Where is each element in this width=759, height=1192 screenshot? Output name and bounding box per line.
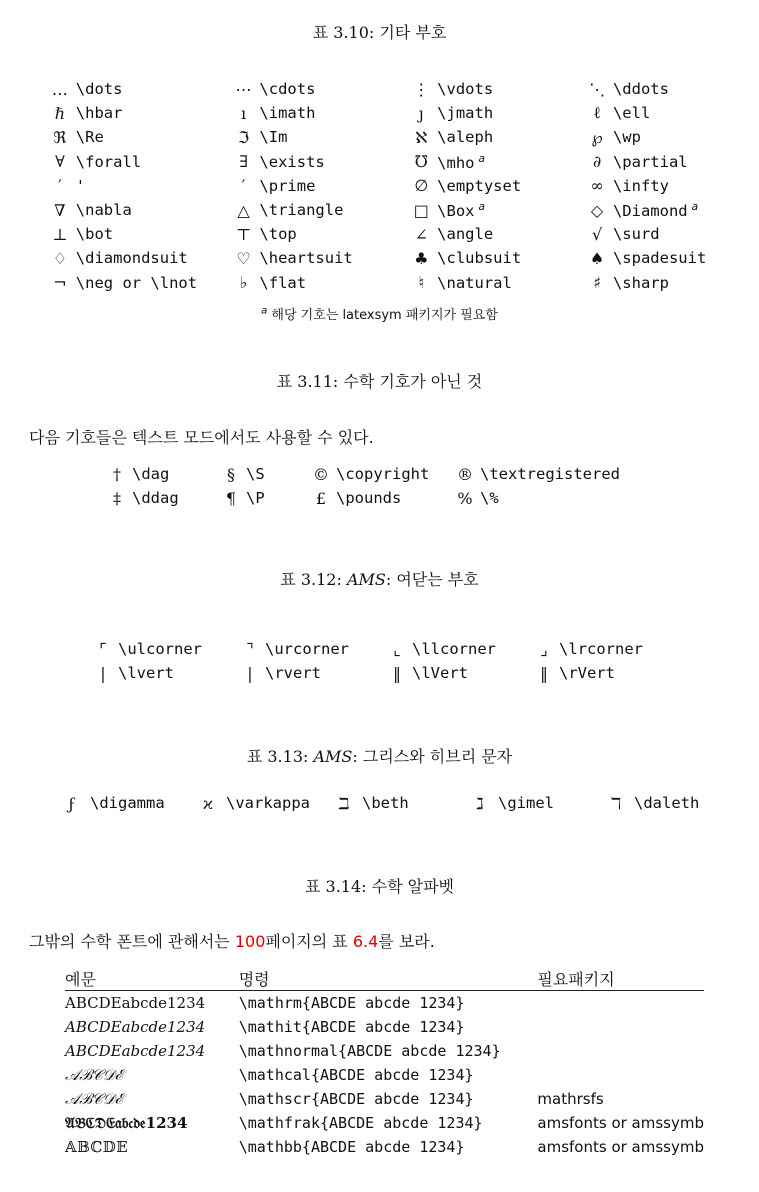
caption-title: : 여닫는 부호 [385,570,479,589]
command-text: \digamma [90,794,165,813]
symbol-command [437,222,581,246]
command-text: \lvert [118,664,174,683]
symbol-command [118,661,235,685]
symbol-row [44,77,759,101]
command-text: \heartsuit [259,249,353,268]
command-text: \dag [132,465,170,484]
command-text: \hbar [75,104,123,123]
symbol-command [76,271,228,295]
example-cell: ABCDEabcde1234 [65,1042,206,1060]
command-text: \wp [612,128,641,147]
symbol-glyph: … [51,79,68,99]
header-package: 필요패키지 [537,966,704,991]
command-cell: \mathrm{ABCDE abcde 1234} [238,994,465,1012]
symbol-command [265,637,382,661]
symbol-row [44,101,759,125]
command-text: \lVert [412,664,468,683]
command-cell: \mathfrak{ABCDE abcde 1234} [238,1114,483,1132]
command-text: \pounds [336,489,402,508]
package-cell [537,1015,704,1039]
text-mode-note: 다음 기호들은 텍스트 모드에서도 사용할 수 있다. [29,428,374,447]
package-cell: mathrsfs [537,1090,604,1108]
symbol-glyph: ∂ [592,152,602,172]
table-3-10-caption: 표 3.10: 기타 부호 [312,23,447,42]
command-text: \clubsuit [437,249,522,268]
command-text: \ddag [132,489,179,508]
package-cell [537,1063,704,1087]
command-text: \P [246,489,265,508]
command-text: \natural [437,273,512,292]
symbol-glyph: ∞ [590,176,604,196]
symbol-glyph: ∠ [414,224,428,244]
symbol-command [76,77,228,101]
symbol-command [118,637,235,661]
symbol-glyph: ♮ [418,273,425,293]
symbol-command [437,150,581,174]
command-text: \bot [75,225,114,244]
command-text: \vdots [437,80,494,99]
footnote-mark: a [261,305,268,317]
symbol-row [44,271,759,295]
package-cell: amsfonts or amssymb [537,1114,704,1132]
symbol-command [437,77,581,101]
command-text: \textregistered [480,465,620,484]
symbol-glyph: ⌟ [540,639,548,659]
command-text: \copyright [336,465,430,484]
command-cell: \mathit{ABCDE abcde 1234} [238,1018,465,1036]
symbol-command [265,661,382,685]
symbol-command [246,486,306,510]
command-text: \lrcorner [559,640,643,659]
symbol-command [259,198,405,222]
table-3-11-caption: 표 3.11: 수학 기호가 아닌 것 [276,372,483,391]
footnote-ref: a [478,200,486,214]
symbol-glyph: ∅ [414,176,429,196]
command-text: \surd [612,225,660,244]
command-cell: \mathscr{ABCDE abcde 1234} [238,1090,474,1108]
symbol-glyph: ℷ [476,793,484,813]
command-text: \partial [612,152,688,171]
symbol-command [259,125,405,149]
table-row [65,1087,704,1111]
symbol-glyph: ‡ [113,488,121,508]
symbol-glyph: ¶ [225,488,237,508]
table-3-13-caption [0,744,759,767]
symbol-glyph: ♡ [236,248,251,268]
symbol-command [132,486,216,510]
caption-number: 표 3.12: [280,570,342,589]
symbol-glyph: ℓ [593,103,601,123]
symbol-glyph: ȷ [418,103,424,123]
symbol-glyph: ′ [241,176,246,196]
symbol-command [362,791,462,815]
symbol-command [132,462,216,486]
symbol-glyph: † [113,464,121,484]
symbol-command [76,174,228,198]
command-text: \ell [612,104,651,123]
table-row [65,1135,704,1159]
symbol-command [76,222,228,246]
symbol-glyph: | [100,663,106,683]
delimiters-table [88,637,676,685]
symbol-glyph: % [457,488,473,508]
symbol-glyph: ϝ [68,793,76,813]
symbol-glyph: ∃ [239,152,248,172]
symbol-row [102,462,650,486]
symbol-command [613,101,759,125]
command-text: \jmath [437,104,494,123]
command-text: \spadesuit [612,249,707,268]
greek-hebrew-table [54,791,734,815]
symbol-command [613,150,759,174]
symbol-command [613,246,759,270]
command-cell: \mathbb{ABCDE abcde 1234} [238,1138,465,1156]
symbol-glyph: ⌞ [393,639,401,659]
symbol-command [613,222,759,246]
symbol-command [259,150,405,174]
symbol-row [102,486,650,510]
command-text: \neg or \lnot [75,273,198,292]
command-text: \Box [437,202,475,221]
command-text: \Im [259,128,288,147]
symbol-glyph: √ [591,224,603,244]
ams-logo: AMS [346,570,386,589]
symbol-glyph: ⋱ [589,79,606,99]
command-text: \daleth [634,794,700,813]
symbol-glyph: ⊤ [236,224,252,244]
note-text: 그밖의 수학 폰트에 관해서는 [29,932,235,951]
symbol-command [336,462,450,486]
symbol-command [634,791,734,815]
symbol-command [437,198,581,222]
page-link[interactable]: 100 [234,932,266,951]
example-cell: 𝒜ℬ𝒞𝒟ℰ [65,1066,124,1084]
symbol-glyph: ♣ [414,248,429,268]
command-text: \ulcorner [118,640,202,659]
symbol-row [44,150,759,174]
symbol-command [76,125,228,149]
table-row [65,1111,704,1135]
symbol-glyph: ® [457,464,473,484]
symbol-glyph: ℏ [54,103,66,123]
symbol-glyph: ⌜ [99,639,107,659]
symbol-row [44,222,759,246]
command-cell: \mathcal{ABCDE abcde 1234} [238,1066,474,1084]
symbol-command [412,661,529,685]
symbol-command [259,246,405,270]
symbol-glyph: ı [240,103,247,123]
table-row [65,1063,704,1087]
note-text: 페이지의 표 [265,932,353,951]
symbol-glyph: ◇ [590,200,604,220]
symbol-command [76,246,228,270]
table-3-12-caption [0,567,759,590]
command-text: \ddots [612,80,669,99]
example-cell: ABCDEabcde1234 [65,1018,206,1036]
symbol-glyph: ♠ [589,248,605,268]
symbol-command [613,198,759,222]
symbol-command [246,462,306,486]
symbol-command [480,486,650,510]
symbol-glyph: ⋮ [413,79,430,99]
command-text: \top [259,225,297,244]
ams-logo: AMS [313,747,353,766]
symbol-row [44,246,759,270]
symbol-command [613,77,759,101]
example-cell: 𝔄𝔅ℭ𝔇𝔈𝔞𝔟𝔠𝔡𝔢1234 [65,1114,188,1132]
example-cell: 𝒜ℬ𝒞𝒟ℰ [65,1090,124,1108]
symbol-command [437,174,581,198]
command-text: \imath [259,104,316,123]
symbol-command [259,222,405,246]
symbol-glyph: ‖ [393,663,401,683]
example-cell: 𝔸𝔹ℂ𝔻𝔼 [65,1138,129,1156]
symbol-command [259,101,405,125]
footnote-text: 해당 기호는 latexsym 패키지가 필요함 [271,308,498,323]
symbol-glyph: © [313,464,329,484]
symbol-glyph: ℑ [237,127,250,147]
symbol-glyph: ⌝ [246,639,254,659]
command-text: \prime [259,176,316,195]
command-text: \cdots [259,80,316,99]
symbol-command [437,125,581,149]
symbol-row [88,661,676,685]
symbol-glyph: □ [413,200,429,220]
command-text: \rVert [559,664,615,683]
symbol-row [44,125,759,149]
misc-symbols-table [44,77,759,295]
symbol-glyph: ¬ [53,273,67,293]
symbol-glyph: ℘ [591,127,603,147]
symbol-glyph: £ [315,488,327,508]
package-cell: amsfonts or amssymb [537,1138,704,1156]
symbol-glyph: ♭ [239,273,248,293]
symbol-command [559,637,676,661]
symbol-command [76,198,228,222]
caption-number: 표 3.13: [246,747,309,766]
command-text: \exists [259,152,325,171]
symbol-row [44,174,759,198]
header-command: 명령 [239,966,538,991]
command-text: \triangle [259,201,344,220]
command-text: \diamondsuit [75,249,188,268]
symbol-command [336,486,450,510]
symbol-glyph: ℶ [338,793,350,813]
command-text: ' [75,176,86,195]
package-cell [537,1039,704,1063]
math-alphabets-table [65,966,704,1159]
symbol-glyph: ℸ [610,793,622,813]
command-text: \dots [75,80,123,99]
symbol-row [44,198,759,222]
command-text: \urcorner [265,640,349,659]
symbol-command [437,271,581,295]
table-ref-link[interactable]: 6.4 [352,932,379,951]
command-text: \varkappa [226,794,310,813]
command-text: \mho [437,153,475,172]
symbol-glyph: △ [237,200,250,220]
math-fonts-note [29,929,435,952]
note-text: 를 보라. [378,932,435,951]
footnote-ref: a [691,200,699,214]
symbol-command [412,637,529,661]
symbol-glyph: ′ [58,176,62,196]
symbol-command [76,150,228,174]
symbol-glyph: ∇ [54,200,66,220]
symbol-glyph: ♢ [52,248,68,268]
symbol-glyph: ‖ [540,663,548,683]
command-text: \Diamond [612,202,688,221]
command-text: \llcorner [412,640,496,659]
symbol-command [480,462,650,486]
symbol-row [88,637,676,661]
command-text: \S [246,465,265,484]
symbol-command [498,791,598,815]
symbol-command [259,174,405,198]
command-text: \beth [362,794,409,813]
command-text: \aleph [437,128,494,147]
symbol-command [613,125,759,149]
command-text: \flat [259,273,307,292]
symbol-command [259,271,405,295]
symbol-glyph: ℧ [414,152,428,172]
latexsym-footnote [0,304,759,323]
symbol-command [613,271,759,295]
symbol-command [559,661,676,685]
command-text: \emptyset [437,176,522,195]
example-cell: ABCDEabcde1234 [65,994,206,1012]
caption-title: : 그리스와 히브리 문자 [352,747,513,766]
symbol-command [437,101,581,125]
table-3-14-caption: 표 3.14: 수학 알파벳 [304,877,454,896]
symbol-command [259,77,405,101]
command-text: \gimel [498,794,554,813]
command-cell: \mathnormal{ABCDE abcde 1234} [238,1042,501,1060]
command-text: \sharp [612,273,669,292]
package-cell [537,991,704,1016]
symbol-command [90,791,190,815]
command-text: \rvert [265,664,321,683]
text-symbols-table [102,462,650,510]
symbol-glyph: ℵ [415,127,428,147]
symbol-row [54,791,734,815]
symbol-glyph: | [247,663,253,683]
symbol-glyph: § [227,464,235,484]
command-text: \nabla [75,201,132,220]
symbol-command [613,174,759,198]
table-row [65,991,704,1016]
symbol-command [76,101,228,125]
table-row [65,1015,704,1039]
command-text: \% [480,489,499,508]
command-text: \Re [75,128,104,147]
command-text: \infty [612,176,669,195]
command-text: \forall [75,152,142,171]
symbol-glyph: ⋯ [235,79,252,99]
footnote-ref: a [478,151,486,165]
symbol-glyph: ∀ [55,152,65,172]
symbol-command [437,246,581,270]
symbol-glyph: ϰ [203,793,213,813]
symbol-glyph: ℜ [53,127,67,147]
symbol-glyph: ⊥ [52,224,68,244]
table-row [65,1039,704,1063]
command-text: \angle [437,225,494,244]
header-example: 예문 [65,966,239,991]
symbol-glyph: ♯ [593,273,601,293]
symbol-command [226,791,326,815]
